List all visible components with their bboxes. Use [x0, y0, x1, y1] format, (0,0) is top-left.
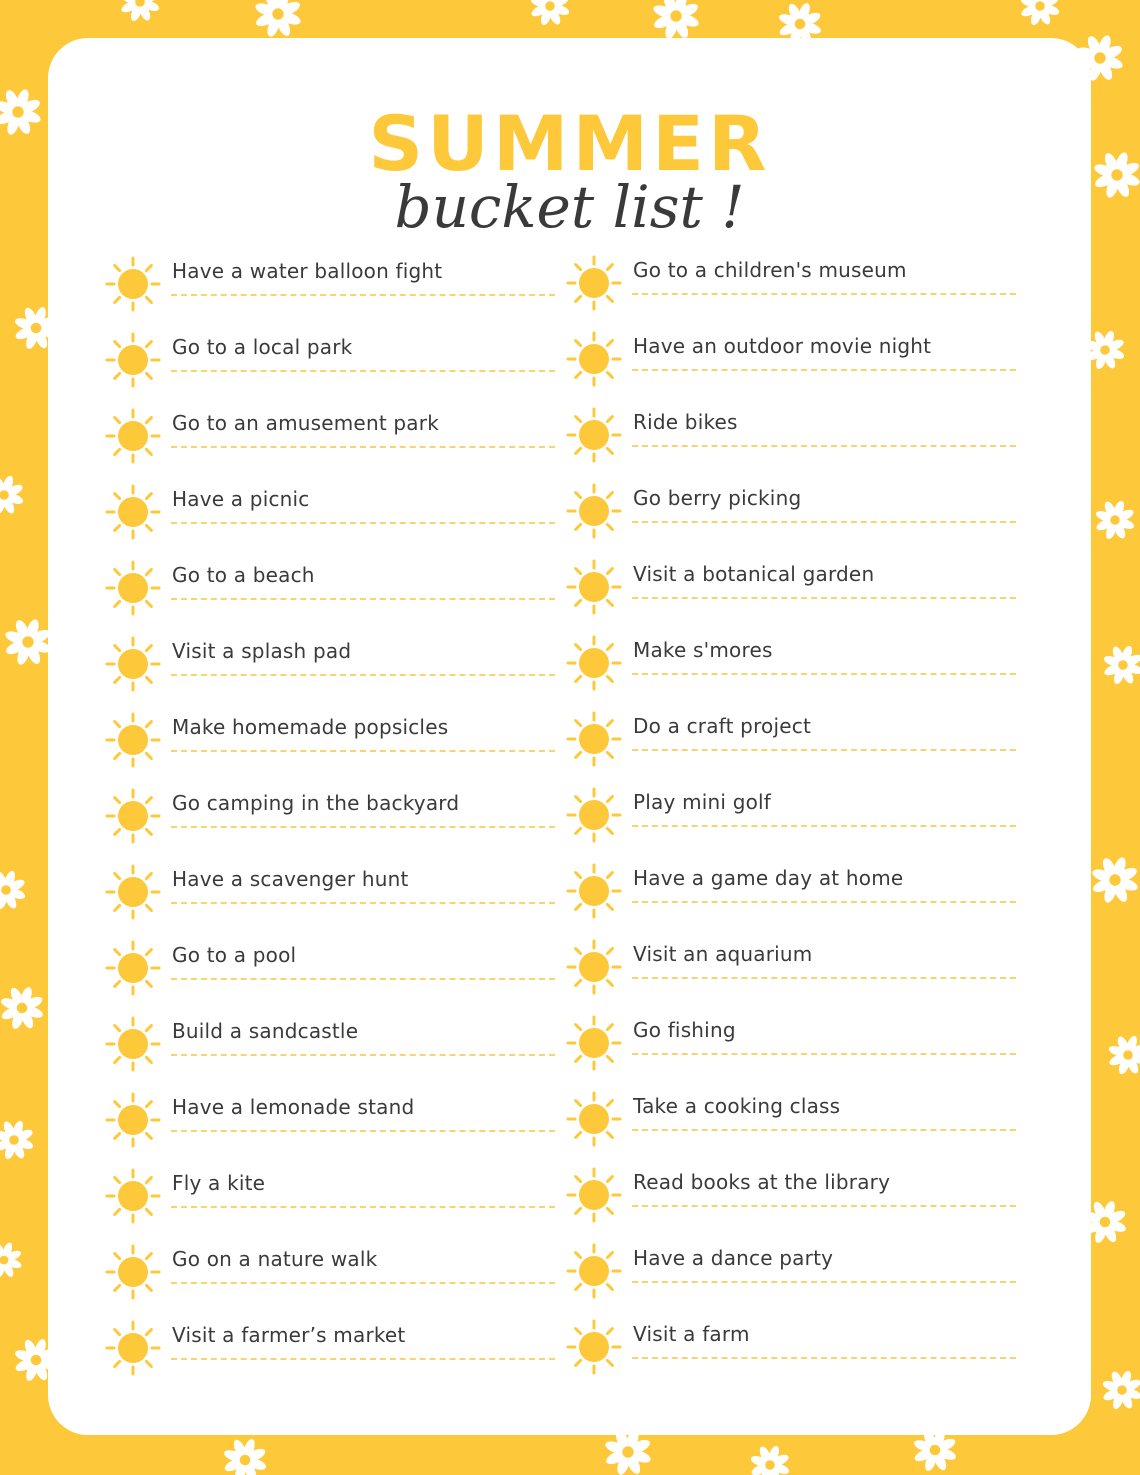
writing-line	[632, 749, 1016, 751]
sun-icon	[105, 484, 161, 540]
sun-icon	[566, 1091, 622, 1147]
daisy-icon	[1108, 1035, 1140, 1076]
daisy-icon	[530, 0, 571, 26]
sun-icon	[566, 483, 622, 539]
sun-icon	[105, 788, 161, 844]
daisy-icon	[652, 0, 700, 40]
sun-icon	[566, 407, 622, 463]
daisy-icon	[0, 1120, 34, 1161]
writing-line	[171, 902, 555, 904]
sun-icon	[566, 939, 622, 995]
bucket-list-item-label: Visit an aquarium	[633, 942, 813, 966]
writing-line	[171, 370, 555, 372]
bucket-list-item-label: Have a lemonade stand	[172, 1095, 415, 1119]
writing-line	[632, 1281, 1016, 1283]
bucket-list-item	[105, 781, 565, 857]
daisy-icon	[750, 1445, 791, 1475]
sun-icon	[105, 1244, 161, 1300]
sun-icon	[105, 1320, 161, 1376]
daisy-icon	[1091, 856, 1139, 904]
bucket-list-item	[566, 856, 1026, 932]
writing-line	[632, 825, 1016, 827]
sun-icon	[105, 256, 161, 312]
bucket-list-item	[566, 400, 1026, 476]
bucket-list-item-label: Have an outdoor movie night	[633, 334, 932, 358]
bucket-list-item	[566, 248, 1026, 324]
daisy-icon	[0, 475, 24, 516]
daisy-icon	[120, 0, 161, 22]
bucket-list-item	[566, 1008, 1026, 1084]
bucket-list-item	[566, 476, 1026, 552]
bucket-list-item-label: Go camping in the backyard	[172, 791, 460, 815]
bucket-list-item	[105, 1009, 565, 1085]
bucket-list-item-label: Go on a nature walk	[172, 1247, 378, 1271]
writing-line	[632, 901, 1016, 903]
writing-line	[171, 598, 555, 600]
writing-line	[171, 522, 555, 524]
bucket-list-item-label: Make s'mores	[633, 638, 773, 662]
bucket-list-item-label: Go to a children's museum	[633, 258, 907, 282]
sun-icon	[566, 1015, 622, 1071]
daisy-icon	[0, 1241, 23, 1278]
sun-icon	[566, 1319, 622, 1375]
bucket-list-item-label: Have a water balloon fight	[172, 259, 443, 283]
sun-icon	[566, 863, 622, 919]
writing-line	[171, 294, 555, 296]
left-list	[105, 249, 565, 1389]
writing-line	[632, 369, 1016, 371]
writing-line	[171, 1206, 555, 1208]
bucket-list-item	[105, 1161, 565, 1237]
sun-icon	[566, 559, 622, 615]
sun-icon	[566, 331, 622, 387]
bucket-list-item	[566, 1084, 1026, 1160]
daisy-icon	[4, 618, 52, 666]
daisy-icon	[1103, 645, 1140, 686]
bucket-list-item-label: Take a cooking class	[633, 1094, 841, 1118]
bucket-list-item	[105, 1085, 565, 1161]
bucket-list-item-label: Ride bikes	[633, 410, 738, 434]
writing-line	[171, 826, 555, 828]
bucket-list-item-label: Make homemade popsicles	[172, 715, 449, 739]
bucket-list-item	[105, 477, 565, 553]
bucket-list-item-label: Go to an amusement park	[172, 411, 439, 435]
sun-icon	[105, 940, 161, 996]
bucket-list-item-label: Build a sandcastle	[172, 1019, 359, 1043]
daisy-icon	[1102, 1370, 1140, 1411]
writing-line	[171, 750, 555, 752]
right-list	[566, 248, 1026, 1388]
bucket-list-item	[566, 552, 1026, 628]
bucket-list-item-label: Visit a farm	[633, 1322, 750, 1346]
bucket-list-item	[566, 1160, 1026, 1236]
sun-icon	[105, 560, 161, 616]
sun-icon	[566, 1243, 622, 1299]
bucket-list-item	[105, 1313, 565, 1389]
sun-icon	[566, 787, 622, 843]
bucket-list-item	[105, 857, 565, 933]
writing-line	[632, 673, 1016, 675]
bucket-list-item-label: Have a game day at home	[633, 866, 904, 890]
bucket-list-item	[105, 325, 565, 401]
bucket-list-item	[566, 628, 1026, 704]
daisy-icon	[254, 0, 302, 38]
writing-line	[632, 597, 1016, 599]
bucket-list-item	[105, 933, 565, 1009]
writing-line	[632, 977, 1016, 979]
bucket-list-item	[566, 780, 1026, 856]
sun-icon	[105, 712, 161, 768]
bucket-list-item	[566, 324, 1026, 400]
bucket-list-item	[566, 1312, 1026, 1388]
sun-icon	[105, 864, 161, 920]
bucket-list-card	[48, 38, 1091, 1435]
daisy-icon	[223, 1438, 268, 1475]
bucket-list-item-label: Go berry picking	[633, 486, 802, 510]
daisy-icon	[0, 870, 26, 911]
bucket-list-item	[105, 1237, 565, 1313]
sun-icon	[105, 636, 161, 692]
bucket-list-item-label: Visit a farmer’s market	[172, 1323, 406, 1347]
bucket-list-item-label: Have a scavenger hunt	[172, 867, 409, 891]
bucket-list-item-label: Go to a beach	[172, 563, 315, 587]
writing-line	[632, 521, 1016, 523]
bucket-list-item	[105, 629, 565, 705]
bucket-list-item	[105, 553, 565, 629]
bucket-list-item	[105, 705, 565, 781]
writing-line	[632, 1129, 1016, 1131]
bucket-list-item-label: Go to a local park	[172, 335, 353, 359]
bucket-list-item-label: Fly a kite	[172, 1171, 266, 1195]
writing-line	[632, 445, 1016, 447]
writing-line	[632, 293, 1016, 295]
bucket-list-item	[566, 704, 1026, 780]
bucket-list-item	[566, 932, 1026, 1008]
sun-icon	[105, 1168, 161, 1224]
title-bucket-list: bucket list !	[394, 173, 745, 241]
bucket-list-item-label: Visit a botanical garden	[633, 562, 875, 586]
bucket-list-item-label: Do a craft project	[633, 714, 811, 738]
daisy-icon	[0, 986, 44, 1031]
writing-line	[632, 1053, 1016, 1055]
title-summer: SUMMER	[368, 99, 771, 188]
daisy-icon	[1020, 0, 1061, 26]
bucket-list-item-label: Read books at the library	[633, 1170, 891, 1194]
writing-line	[632, 1357, 1016, 1359]
sun-icon	[566, 255, 622, 311]
bucket-list-item	[566, 1236, 1026, 1312]
writing-line	[171, 1358, 555, 1360]
sun-icon	[566, 635, 622, 691]
sun-icon	[566, 711, 622, 767]
writing-line	[632, 1205, 1016, 1207]
writing-line	[171, 1282, 555, 1284]
bucket-list-item-label: Play mini golf	[633, 790, 772, 814]
bucket-list-item	[105, 401, 565, 477]
sun-icon	[105, 408, 161, 464]
sun-icon	[105, 332, 161, 388]
writing-line	[171, 978, 555, 980]
bucket-list-item-label: Visit a splash pad	[172, 639, 352, 663]
writing-line	[171, 1130, 555, 1132]
bucket-list-item-label: Have a picnic	[172, 487, 310, 511]
bucket-list-item-label: Go to a pool	[172, 943, 297, 967]
bucket-list-item-label: Go fishing	[633, 1018, 736, 1042]
daisy-icon	[1093, 151, 1140, 199]
bucket-list-item	[105, 249, 565, 325]
sun-icon	[105, 1092, 161, 1148]
writing-line	[171, 1054, 555, 1056]
writing-line	[171, 674, 555, 676]
daisy-icon	[1095, 500, 1136, 541]
daisy-icon	[0, 88, 42, 136]
sun-icon	[105, 1016, 161, 1072]
bucket-list-item-label: Have a dance party	[633, 1246, 834, 1270]
sun-icon	[566, 1167, 622, 1223]
writing-line	[171, 446, 555, 448]
